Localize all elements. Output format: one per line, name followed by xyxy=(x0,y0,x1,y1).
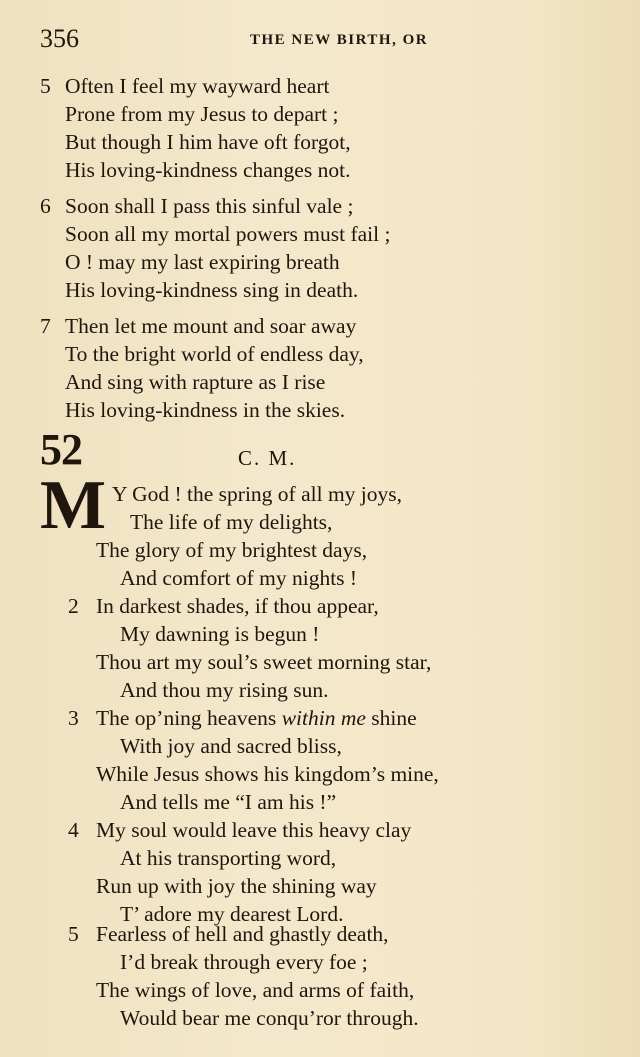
verse-line: Prone from my Jesus to depart ; xyxy=(65,102,339,126)
verse-number: 5 xyxy=(68,922,79,946)
verse-line: The glory of my brightest days, xyxy=(96,538,368,562)
verse-line: His loving-kindness sing in death. xyxy=(65,278,359,302)
verse-line: The life of my delights, xyxy=(130,510,333,534)
italic-emphasis: within me xyxy=(281,706,366,730)
verse-number: 6 xyxy=(40,194,51,218)
verse-line: Thou art my soul’s sweet morning star, xyxy=(96,650,432,674)
verse-line: With joy and sacred bliss, xyxy=(120,734,342,758)
verse xyxy=(40,920,600,1032)
verse-line: I’d break through every foe ; xyxy=(120,950,368,974)
verse xyxy=(40,72,600,184)
verse-line: Y God ! the spring of all my joys, xyxy=(112,482,403,506)
verse-line: Run up with joy the shining way xyxy=(96,874,377,898)
first-verse xyxy=(40,467,600,592)
page-header xyxy=(40,24,600,56)
verse-line: And sing with rapture as I rise xyxy=(65,370,326,394)
previous-hymn xyxy=(40,72,600,424)
verse-line: And tells me “I am his !” xyxy=(120,790,337,814)
verse-line: My dawning is begun ! xyxy=(120,622,320,646)
verse-line-part: shine xyxy=(365,706,417,730)
verse-line: To the bright world of endless day, xyxy=(65,342,364,366)
running-head: THE NEW BIRTH, OR xyxy=(250,32,429,48)
verse-line: While Jesus shows his kingdom’s mine, xyxy=(96,762,439,786)
verse-line: Soon shall I pass this sinful vale ; xyxy=(65,194,354,218)
verse-line: Then let me mount and soar away xyxy=(65,314,357,338)
verse-line: Would bear me conqu’ror through. xyxy=(120,1006,419,1030)
verse-number: 5 xyxy=(40,74,51,98)
verse-line: His loving-kindness in the skies. xyxy=(65,398,346,422)
verse-line: And comfort of my nights ! xyxy=(120,566,358,590)
verse xyxy=(40,816,600,928)
verse xyxy=(40,592,600,704)
verse-line-part: The op’ning heavens xyxy=(96,706,282,730)
page-number: 356 xyxy=(40,24,79,53)
hymn-meter: C. M. xyxy=(238,446,297,470)
verse-line: O ! may my last expiring breath xyxy=(65,250,340,274)
verse xyxy=(40,192,600,304)
verse-line: At his transporting word, xyxy=(120,846,337,870)
verse-line: Often I feel my wayward heart xyxy=(65,74,330,98)
hymn-number: 52 xyxy=(40,425,82,474)
verse-line: My soul would leave this heavy clay xyxy=(96,818,412,842)
verse-line: The wings of love, and arms of faith, xyxy=(96,978,415,1002)
verse-line: T’ adore my dearest Lord. xyxy=(120,902,344,926)
verse-number: 7 xyxy=(40,314,51,338)
verse-number: 3 xyxy=(68,706,79,730)
verse-line xyxy=(96,704,417,732)
verse-line: But though I him have oft forgot, xyxy=(65,130,351,154)
verse-number: 4 xyxy=(68,818,79,842)
verse-line: And thou my rising sun. xyxy=(120,678,329,702)
verse-line: Fearless of hell and ghastly death, xyxy=(96,922,389,946)
verse-line: Soon all my mortal powers must fail ; xyxy=(65,222,391,246)
verse-line: His loving-kindness changes not. xyxy=(65,158,351,182)
drop-cap: M xyxy=(40,467,107,544)
verse xyxy=(40,312,600,424)
verse xyxy=(40,704,600,816)
verse-number: 2 xyxy=(68,594,79,618)
verse-line: In darkest shades, if thou appear, xyxy=(96,594,379,618)
